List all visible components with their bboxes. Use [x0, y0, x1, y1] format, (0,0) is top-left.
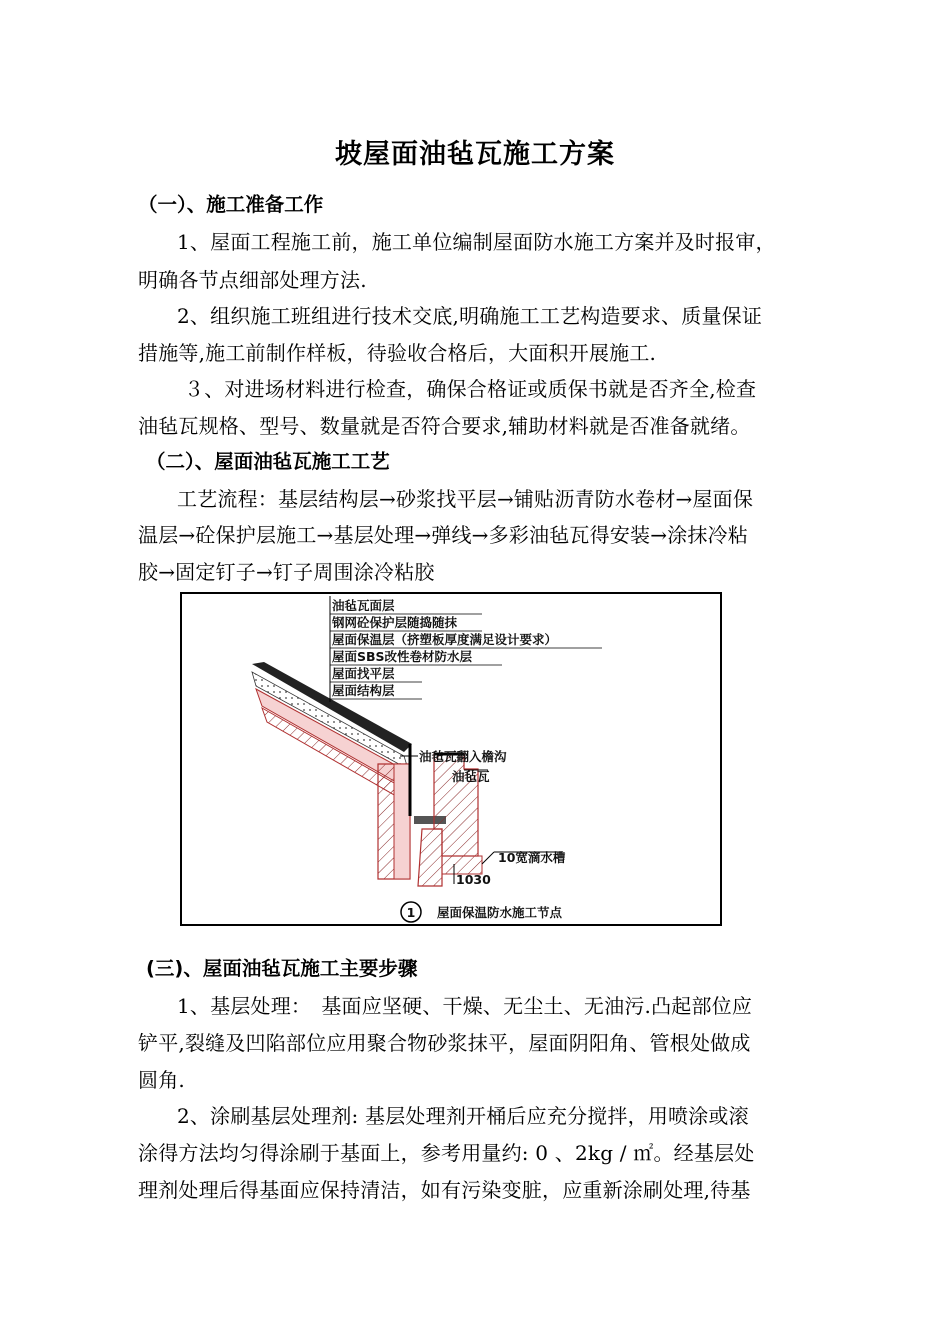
paragraph-line: 2、组织施工班组进行技术交底,明确施工工艺构造要求、质量保证	[177, 304, 763, 328]
paragraph-line: 1、屋面工程施工前，施工单位编制屋面防水施工方案并及时报审，	[177, 230, 776, 254]
section-2-heading: （二）、屋面油毡瓦施工工艺	[146, 450, 390, 473]
figure-caption: 屋面保温防水施工节点	[437, 905, 563, 920]
construction-detail-figure	[180, 592, 722, 926]
page-title: 坡屋面油毡瓦施工方案	[335, 139, 615, 170]
paragraph-line: 工艺流程：基层结构层→砂浆找平层→铺贴沥青防水卷材→屋面保	[177, 487, 754, 511]
layer-label: 油毡瓦面层	[332, 598, 395, 613]
gutter-body	[418, 829, 442, 886]
layer-label: 屋面结构层	[332, 683, 395, 698]
paragraph-line: 油毡瓦规格、型号、数量就是否符合要求,辅助材料就是否准备就绪。	[138, 414, 751, 438]
layer-label: 屋面SBS改性卷材防水层	[332, 649, 473, 664]
callout-gutter: 油毡瓦翻入檐沟	[419, 749, 507, 764]
section-1-heading: （一）、施工准备工作	[138, 193, 324, 216]
dimension-label: 1030	[456, 872, 491, 887]
paragraph-line: 理剂处理后得基面应保持清洁，如有污染变脏，应重新涂刷处理,待基	[138, 1178, 751, 1202]
paragraph-line: 涂得方法均匀得涂刷于基面上，参考用量约: 0 、2kg / ㎡。经基层处	[138, 1141, 755, 1165]
layer-label: 钢网砼保护层随捣随抹	[332, 615, 458, 630]
layer-label: 屋面找平层	[332, 666, 395, 681]
paragraph-line: 2、涂刷基层处理剂: 基层处理剂开桶后应充分搅拌，用喷涂或滚	[177, 1104, 749, 1128]
roof-detail-drawing	[182, 594, 720, 924]
paragraph-line: 温层→砼保护层施工→基层处理→弹线→多彩油毡瓦得安装→涂抹冷粘	[138, 523, 748, 547]
section-3-heading: (三)、屋面油毡瓦施工主要步骤	[146, 957, 418, 980]
layer-label: 屋面保温层（挤塑板厚度满足设计要求）	[332, 632, 558, 647]
paragraph-line: 胶→固定钉子→钉子周围涂冷粘胶	[138, 560, 435, 584]
paragraph-line: ３、对进场材料进行检查，确保合格证或质保书就是否齐全,检查	[184, 377, 757, 401]
paragraph-line: 圆角.	[138, 1068, 185, 1092]
paragraph-line: 1、基层处理： 基面应坚硬、干燥、无尘土、无油污.凸起部位应	[177, 994, 753, 1018]
callout-tile: 油毡瓦	[452, 769, 490, 784]
wall-insulation	[394, 764, 410, 879]
paragraph-line: 明确各节点细部处理方法.	[138, 268, 367, 292]
caption-number: 1	[406, 905, 416, 920]
paragraph-line: 铲平,裂缝及凹陷部位应用聚合物砂浆抹平，屋面阴阳角、管根处做成	[138, 1031, 751, 1055]
callout-drip: 10宽滴水槽	[498, 850, 566, 865]
paragraph-line: 措施等,施工前制作样板，待验收合格后，大面积开展施工.	[138, 341, 657, 365]
